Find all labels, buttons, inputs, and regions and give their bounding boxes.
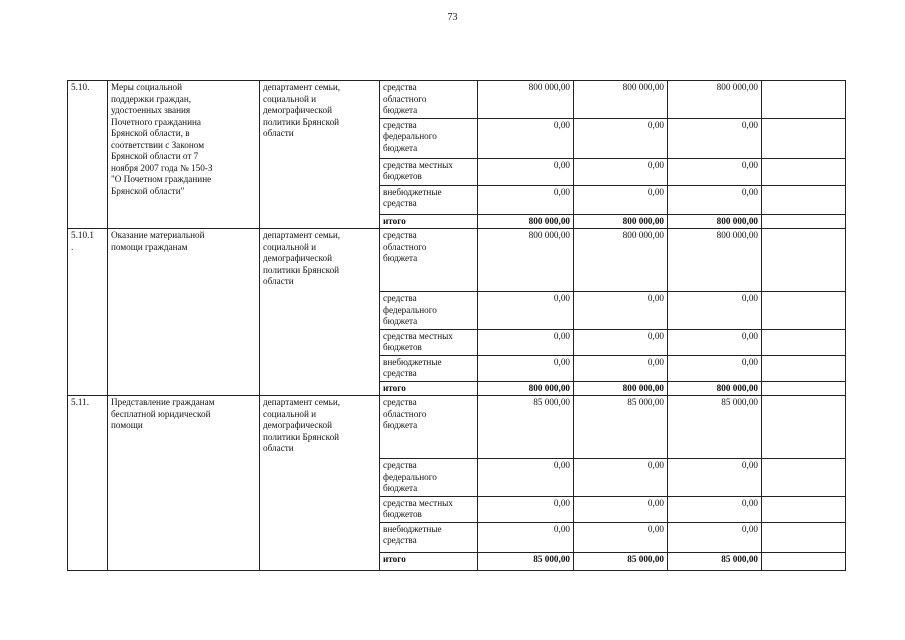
empty-cell bbox=[762, 214, 846, 229]
funding-source-label: итого bbox=[380, 552, 478, 570]
empty-cell bbox=[762, 292, 846, 330]
table-row bbox=[68, 229, 846, 292]
amount-cell: 800 000,00 bbox=[574, 214, 668, 229]
amount-cell: 0,00 bbox=[668, 329, 762, 355]
amount-cell: 0,00 bbox=[574, 158, 668, 185]
amount-cell: 800 000,00 bbox=[574, 229, 668, 292]
amount-cell: 0,00 bbox=[668, 459, 762, 497]
amount-cell: 0,00 bbox=[668, 292, 762, 330]
amount-cell: 0,00 bbox=[668, 158, 762, 185]
item-number: 5.10. bbox=[68, 81, 108, 229]
amount-cell: 0,00 bbox=[574, 355, 668, 381]
amount-cell: 0,00 bbox=[668, 522, 762, 552]
empty-cell bbox=[762, 81, 846, 119]
empty-cell bbox=[762, 329, 846, 355]
amount-cell: 85 000,00 bbox=[574, 552, 668, 570]
amount-cell: 0,00 bbox=[574, 185, 668, 214]
funding-source-label: внебюджетные средства bbox=[380, 185, 478, 214]
amount-cell: 0,00 bbox=[478, 329, 574, 355]
funding-source-label: средства местных бюджетов bbox=[380, 329, 478, 355]
amount-cell: 800 000,00 bbox=[574, 81, 668, 119]
empty-cell bbox=[762, 158, 846, 185]
empty-cell bbox=[762, 355, 846, 381]
amount-cell: 85 000,00 bbox=[668, 552, 762, 570]
empty-cell bbox=[762, 185, 846, 214]
table-row bbox=[68, 81, 846, 119]
funding-source-label: итого bbox=[380, 214, 478, 229]
funding-source-label: средства областного бюджета bbox=[380, 229, 478, 292]
amount-cell: 0,00 bbox=[478, 292, 574, 330]
amount-cell: 0,00 bbox=[574, 329, 668, 355]
amount-cell: 800 000,00 bbox=[668, 229, 762, 292]
empty-cell bbox=[762, 522, 846, 552]
empty-cell bbox=[762, 396, 846, 459]
amount-cell: 800 000,00 bbox=[478, 229, 574, 292]
funding-source-label: средства федерального бюджета bbox=[380, 292, 478, 330]
empty-cell bbox=[762, 118, 846, 158]
amount-cell: 0,00 bbox=[668, 118, 762, 158]
funding-source-label: внебюджетные средства bbox=[380, 355, 478, 381]
funding-source-label: средства федерального бюджета bbox=[380, 118, 478, 158]
amount-cell: 800 000,00 bbox=[668, 81, 762, 119]
amount-cell: 0,00 bbox=[478, 355, 574, 381]
budget-table bbox=[67, 80, 846, 571]
funding-source-label: средства областного бюджета bbox=[380, 396, 478, 459]
item-title: Представление гражданам бесплатной юридической помощи bbox=[108, 396, 260, 571]
item-number: 5.11. bbox=[68, 396, 108, 571]
amount-cell: 800 000,00 bbox=[478, 381, 574, 396]
empty-cell bbox=[762, 381, 846, 396]
amount-cell: 800 000,00 bbox=[668, 381, 762, 396]
amount-cell: 0,00 bbox=[478, 158, 574, 185]
item-title: Меры социальной поддержки граждан, удостоенных звания Почетного гражданина Брянской области, в соответствии с Законом Брянской области от 7 ноября 2007 года № 150-З "О Почетном гражданине Брянской области" bbox=[108, 81, 260, 229]
funding-source-label: итого bbox=[380, 381, 478, 396]
amount-cell: 85 000,00 bbox=[478, 552, 574, 570]
empty-cell bbox=[762, 229, 846, 292]
amount-cell: 800 000,00 bbox=[478, 214, 574, 229]
amount-cell: 0,00 bbox=[574, 522, 668, 552]
amount-cell: 0,00 bbox=[478, 459, 574, 497]
funding-source-label: средства местных бюджетов bbox=[380, 496, 478, 522]
empty-cell bbox=[762, 459, 846, 497]
amount-cell: 0,00 bbox=[478, 118, 574, 158]
item-department: департамент семьи, социальной и демографической политики Брянской области bbox=[260, 396, 380, 571]
amount-cell: 0,00 bbox=[478, 522, 574, 552]
amount-cell: 0,00 bbox=[668, 355, 762, 381]
item-title: Оказание материальной помощи гражданам bbox=[108, 229, 260, 396]
item-department: департамент семьи, социальной и демографической политики Брянской области bbox=[260, 81, 380, 229]
amount-cell: 0,00 bbox=[478, 185, 574, 214]
amount-cell: 0,00 bbox=[574, 496, 668, 522]
item-number: 5.10.1 . bbox=[68, 229, 108, 396]
amount-cell: 800 000,00 bbox=[668, 214, 762, 229]
funding-source-label: внебюджетные средства bbox=[380, 522, 478, 552]
empty-cell bbox=[762, 496, 846, 522]
funding-source-label: средства федерального бюджета bbox=[380, 459, 478, 497]
amount-cell: 800 000,00 bbox=[574, 381, 668, 396]
empty-cell bbox=[762, 552, 846, 570]
amount-cell: 85 000,00 bbox=[574, 396, 668, 459]
funding-source-label: средства областного бюджета bbox=[380, 81, 478, 119]
amount-cell: 0,00 bbox=[668, 185, 762, 214]
amount-cell: 0,00 bbox=[478, 496, 574, 522]
amount-cell: 0,00 bbox=[668, 496, 762, 522]
funding-source-label: средства местных бюджетов bbox=[380, 158, 478, 185]
amount-cell: 0,00 bbox=[574, 118, 668, 158]
amount-cell: 85 000,00 bbox=[668, 396, 762, 459]
amount-cell: 85 000,00 bbox=[478, 396, 574, 459]
table-row bbox=[68, 396, 846, 459]
item-department: департамент семьи, социальной и демографической политики Брянской области bbox=[260, 229, 380, 396]
amount-cell: 0,00 bbox=[574, 459, 668, 497]
amount-cell: 800 000,00 bbox=[478, 81, 574, 119]
amount-cell: 0,00 bbox=[574, 292, 668, 330]
page-number: 73 bbox=[447, 12, 458, 23]
